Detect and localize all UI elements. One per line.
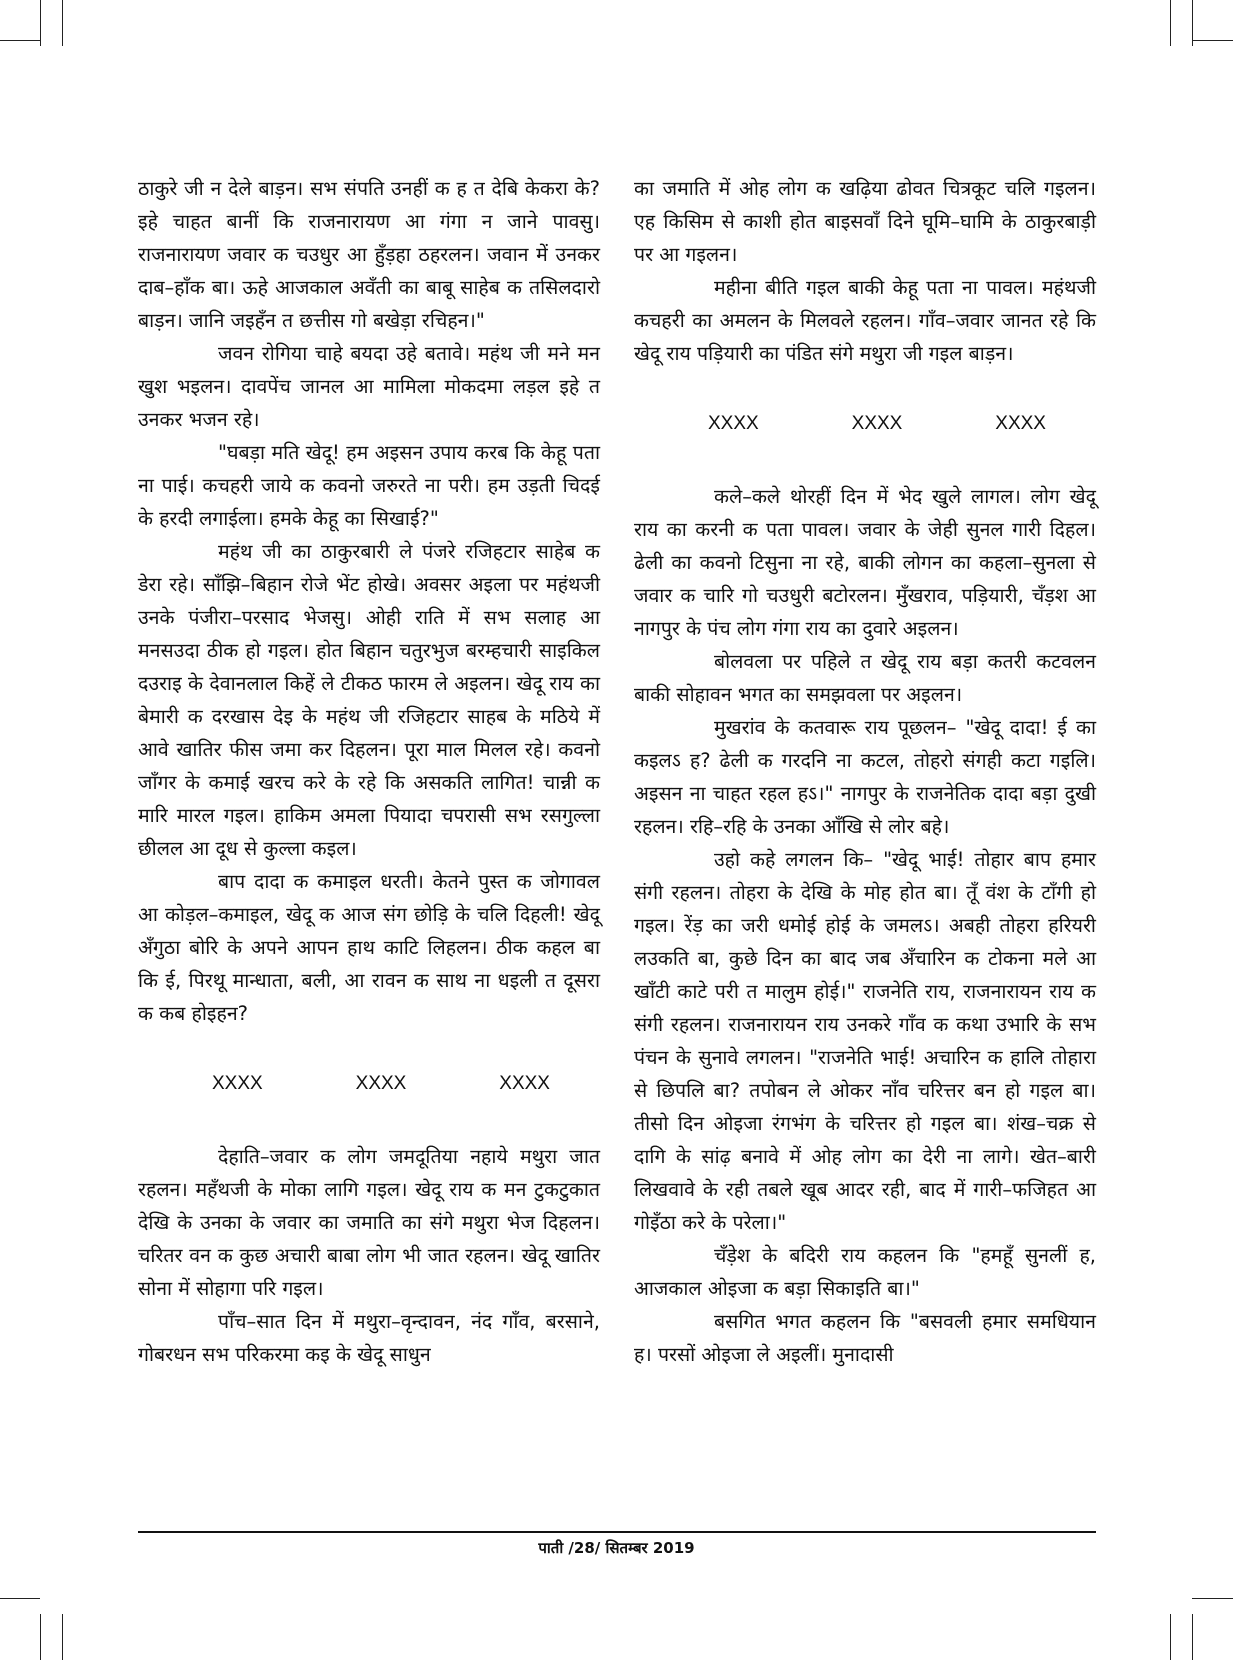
crop-mark <box>1192 1598 1233 1599</box>
paragraph: का जमाति में ओह लोग क खढ़िया ढोवत चित्रकूट चलि गइलन। एह किसिम से काशी होत बाइसवाँ दिने घूमि–घामि के ठाकुरबाड़ी पर आ गइलन। <box>634 177 1096 266</box>
paragraph: चँड़ेश के बदिरी राय कहलन कि "हमहूँ सुनलीं ह, आजकाल ओइजा क बड़ा सिकाइति बा।" <box>634 1244 1096 1300</box>
section-separator <box>634 412 1096 436</box>
paragraph: महीना बीति गइल बाकी केहू पता ना पावल। महंथजी कचहरी का अमलन के मिलवले रहलन। गाँव–जवार जानत रहे कि खेदू राय पड़ियारी का पंडित संगे मथुरा जी गइल बाड़न। <box>634 276 1096 365</box>
paragraph: महंथ जी का ठाकुरबारी ले पंजरे रजिहटार साहेब क डेरा रहे। साँझि–बिहान रोजे भेंट होखे। अवसर अइला पर महंथजी उनके पंजीरा–परसाद भेजसु। ओही राति में सभ सलाह आ मनसउदा ठीक हो गइल। होत बिहान चतुरभुज बरम्हचारी साइकिल दउराइ के देवानलाल किहें ले टीकठ फारम ले अइलन। खेदू राय का बेमारी क दरखास देइ के महंथ जी रजिहटार साहब के मठिये में आवे खातिर फीस जमा कर दिहलन। पूरा माल मिलल रहे। कवनो जाँगर के कमाई खरच करे के रहे कि असकति लागित! चान्नी क मारि मारल गइल। हाकिम अमला पियादा चपरासी सभ रसगुल्ला छीलल आ दूध से कुल्ला कइल। <box>138 540 600 860</box>
page-footer: पाती /28/ सितम्बर 2019 <box>538 1539 695 1557</box>
separator-mark: XXXX <box>995 413 1046 434</box>
crop-mark <box>40 0 41 46</box>
left-column <box>138 172 600 1371</box>
crop-mark <box>1192 40 1233 41</box>
paragraph: बाप दादा क कमाइल धरती। केतने पुस्त क जोगावल आ कोड़ल–कमाइल, खेदू क आज संग छोड़ि के चलि दिहली! खेदू अँगुठा बोरि के अपने आपन हाथ काटि लिहलन। ठीक कहल बा कि ई, पिरथू मान्धाता, बली, आ रावन क साथ ना धइली त दूसरा क कब होइहन? <box>138 870 600 1025</box>
crop-mark <box>0 40 40 41</box>
separator-mark: XXXX <box>499 1073 550 1094</box>
paragraph: पाँच–सात दिन में मथुरा–वृन्दावन, नंद गाँव, बरसाने, गोबरधन सभ परिकरमा कइ के खेदू साधुन <box>138 1310 600 1366</box>
paragraph: बसगित भगत कहलन कि "बसवली हमार समधियान ह। परसों ओइजा ले अइलीं। मुनादासी <box>634 1310 1096 1366</box>
crop-mark <box>0 1598 40 1599</box>
paragraph: उहो कहे लगलन कि– "खेदू भाई! तोहार बाप हमार संगी रहलन। तोहरा के देखि के मोह होत बा। तूँ वंश के टाँगी हो गइल। रेंड़ का जरी धमोई होई के जमलऽ। अबही तोहरा हरियरी लउकति बा, कुछे दिन का बाद जब अँचारिन क टोकना मले आ खाँटी काटे परी त मालुम होई।" राजनेति राय, राजनारायन राय क संगी रहलन। राजनारायन राय उनकरे गाँव क कथा उभारि के सभ पंचन के सुनावे लगलन। "राजनेति भाई! अचारिन क हालि तोहारा से छिपलि बा? तपोबन ले ओकर नाँव चरित्तर बन हो गइल बा। तीसो दिन ओइजा रंगभंग के चरित्तर हो गइल बा। शंख–चक्र से दागि के सांढ़ बनावे में ओह लोग का देरी ना लागे। खेत–बारी लिखवावे के रही तबले खूब आदर रही, बाद में गारी–फजिहत आ गोइँठा करे के परेला।" <box>634 848 1096 1234</box>
paragraph: "घबड़ा मति खेदू! हम अइसन उपाय करब कि केहू पता ना पाई। कचहरी जाये क कवनो जरुरते ना परी। हम उड़ती चिदई के हरदी लगाईला। हमके केहू का सिखाई?" <box>138 441 600 530</box>
right-column <box>634 172 1096 1371</box>
paragraph: ठाकुरे जी न देले बाड़न। सभ संपति उनहीं क ह त देबि केकरा के? इहे चाहत बानीं कि राजनारायण आ गंगा न जाने पावसु। राजनारायण जवार क चउधुर आ हुँड़हा ठहरलन। जवान में उनकर दाब–हाँक बा। ऊहे आजकाल अवँती का बाबू साहेब क तसिलदारो बाड़न। जानि जइहँन त छत्तीस गो बखेड़ा रचिहन।" <box>138 177 600 332</box>
crop-mark <box>40 1614 41 1660</box>
crop-mark <box>62 0 63 46</box>
section-separator <box>138 1072 600 1096</box>
footer-rule <box>138 1531 1096 1533</box>
separator-mark: XXXX <box>851 413 903 434</box>
crop-mark <box>1170 1614 1171 1660</box>
crop-mark <box>1170 0 1171 46</box>
paragraph: जवन रोगिया चाहे बयदा उहे बतावे। महंथ जी मने मन खुश भइलन। दावपेंच जानल आ मामिला मोकदमा लड़ल इहे त उनकर भजन रहे। <box>138 342 600 431</box>
separator-mark: XXXX <box>708 413 759 434</box>
crop-mark <box>62 1614 63 1660</box>
crop-mark <box>1192 1614 1193 1660</box>
separator-mark: XXXX <box>355 1073 407 1094</box>
paragraph: कले–कले थोरहीं दिन में भेद खुले लागल। लोग खेदू राय का करनी क पता पावल। जवार के जेही सुनल गारी दिहल। ढेली का कवनो टिसुना ना रहे, बाकी लोगन का कहला–सुनला से जवार क चारि गो चउधुरी बटोरलन। मुँखराव, पड़ियारी, चँड़श आ नागपुर के पंच लोग गंगा राय का दुवारे अइलन। <box>634 485 1096 640</box>
separator-mark: XXXX <box>212 1073 263 1094</box>
paragraph: देहाति–जवार क लोग जमदूतिया नहाये मथुरा जात रहलन। महँथजी के मोका लागि गइल। खेदू राय क मन टुकटुकात देखि के उनका के जवार का जमाति का संगे मथुरा भेज दिहलन। चरितर वन क कुछ अचारी बाबा लोग भी जात रहलन। खेदू खातिर सोना में सोहागा परि गइल। <box>138 1145 600 1300</box>
paragraph: मुखरांव के कतवारू राय पूछलन– "खेदू दादा! ई का कइलऽ ह? ढेली क गरदनि ना कटल, तोहरो संगही कटा गइलि। अइसन ना चाहत रहल हऽ।" नागपुर के राजनेतिक दादा बड़ा दुखी रहलन। रहि–रहि के उनका आँखि से लोर बहे। <box>634 716 1096 838</box>
paragraph: बोलवला पर पहिले त खेदू राय बड़ा कतरी कटवलन बाकी सोहावन भगत का समझवला पर अइलन। <box>634 650 1096 706</box>
